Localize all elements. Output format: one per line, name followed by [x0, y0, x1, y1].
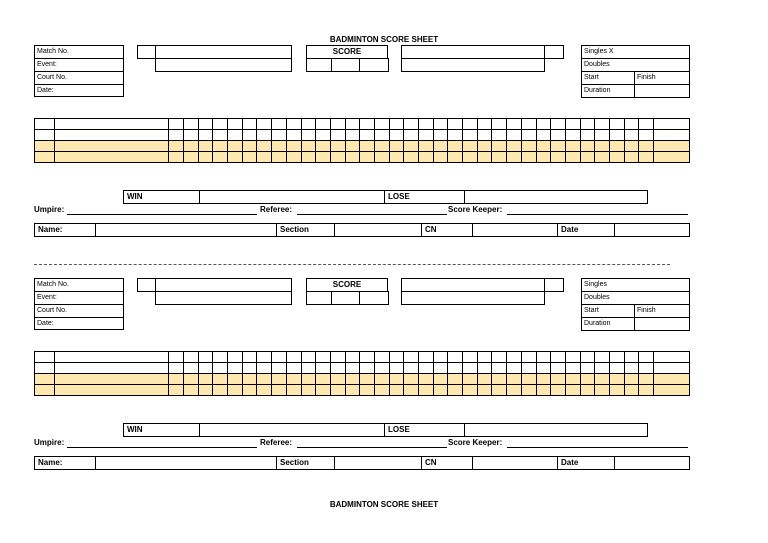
doubles-label: Doubles: [584, 294, 610, 301]
section-label-cell: [276, 223, 335, 237]
player-a-partner-box[interactable]: [155, 291, 292, 305]
start-label: Start: [584, 307, 599, 314]
match-info-label: Date:: [37, 320, 54, 327]
score-header: [306, 45, 388, 59]
score-grid-row: [35, 352, 690, 363]
lose-label-cell: [384, 423, 465, 437]
section-field[interactable]: [334, 223, 422, 237]
lose-label: LOSE: [388, 192, 410, 201]
score-sheet-1: [0, 45, 768, 245]
lose-field[interactable]: [464, 190, 648, 204]
section-field[interactable]: [334, 456, 422, 470]
player-a-name-box[interactable]: [155, 45, 292, 59]
match-info-field[interactable]: [34, 45, 124, 59]
cn-field[interactable]: [472, 456, 558, 470]
cn-label-cell: [421, 456, 473, 470]
game-score-cell[interactable]: [331, 291, 360, 305]
singles-label: Singles X: [584, 48, 614, 55]
match-info-label: Court No.: [37, 74, 67, 81]
date-label-cell: [557, 223, 615, 237]
sheet-title-bottom: BADMINTON SCORE SHEET: [329, 500, 439, 509]
player-b-name-box[interactable]: [401, 278, 545, 292]
match-info-field[interactable]: [34, 84, 124, 97]
finish-field[interactable]: [634, 71, 690, 85]
duration-label: Duration: [584, 320, 611, 327]
score-label: SCORE: [332, 47, 362, 56]
scorekeeper-line[interactable]: [507, 214, 688, 215]
section-label: Section: [280, 458, 309, 467]
match-info-field[interactable]: [34, 317, 124, 330]
finish-field[interactable]: [634, 304, 690, 318]
match-info-field[interactable]: [34, 71, 124, 85]
score-grid-row: [35, 374, 690, 385]
win-field[interactable]: [199, 423, 385, 437]
win-label: WIN: [127, 192, 143, 201]
match-info-label: Date:: [37, 87, 54, 94]
win-label: WIN: [127, 425, 143, 434]
finish-label: Finish: [637, 74, 656, 81]
name-label-cell: [34, 456, 96, 470]
score-grid-row: [35, 363, 690, 374]
score-label: SCORE: [332, 280, 362, 289]
match-info-label: Match No.: [37, 48, 69, 55]
scorekeeper-label: Score Keeper:: [448, 205, 503, 214]
game-score-cell[interactable]: [306, 58, 332, 72]
player-a-seed-box[interactable]: [137, 278, 156, 292]
name-field[interactable]: [95, 223, 277, 237]
player-a-name-box[interactable]: [155, 278, 292, 292]
duration-value-field[interactable]: [634, 84, 690, 98]
section-label-cell: [276, 456, 335, 470]
match-info-label: Event:: [37, 61, 57, 68]
match-info-field[interactable]: [34, 58, 124, 72]
match-info-label: Match No.: [37, 281, 69, 288]
doubles-field[interactable]: [581, 58, 690, 72]
singles-field[interactable]: [581, 278, 690, 292]
game-score-cell[interactable]: [331, 58, 360, 72]
lose-field[interactable]: [464, 423, 648, 437]
cut-line-divider: [34, 264, 670, 265]
name-label: Name:: [38, 225, 63, 234]
player-b-name-box[interactable]: [401, 45, 545, 59]
finish-label: Finish: [637, 307, 656, 314]
date-label: Date: [561, 458, 579, 467]
game-score-cell[interactable]: [359, 58, 389, 72]
score-sheet-2: [0, 278, 768, 478]
cn-label: CN: [425, 458, 437, 467]
doubles-field[interactable]: [581, 291, 690, 305]
player-a-partner-box[interactable]: [155, 58, 292, 72]
player-b-partner-box[interactable]: [401, 291, 545, 305]
lose-label: LOSE: [388, 425, 410, 434]
score-grid-row: [35, 385, 690, 396]
referee-line[interactable]: [297, 214, 447, 215]
player-b-partner-box[interactable]: [401, 58, 545, 72]
start-label: Start: [584, 74, 599, 81]
win-label-cell: [123, 190, 200, 204]
sheet-title-top: BADMINTON SCORE SHEET: [329, 35, 439, 44]
scorekeeper-line[interactable]: [507, 447, 688, 448]
cn-field[interactable]: [472, 223, 558, 237]
rally-score-grid[interactable]: [34, 351, 690, 396]
game-score-cell[interactable]: [359, 291, 389, 305]
duration-field[interactable]: [581, 317, 635, 331]
umpire-line[interactable]: [67, 447, 257, 448]
game-score-cell[interactable]: [306, 291, 332, 305]
lose-label-cell: [384, 190, 465, 204]
score-grid-row: [35, 119, 690, 130]
name-label: Name:: [38, 458, 63, 467]
score-header: [306, 278, 388, 292]
umpire-line[interactable]: [67, 214, 257, 215]
match-info-field[interactable]: [34, 304, 124, 318]
date-label-cell: [557, 456, 615, 470]
name-field[interactable]: [95, 456, 277, 470]
umpire-label: Umpire:: [34, 205, 65, 214]
duration-field[interactable]: [581, 84, 635, 98]
singles-label: Singles: [584, 281, 607, 288]
singles-field[interactable]: [581, 45, 690, 59]
start-field[interactable]: [581, 71, 635, 85]
start-field[interactable]: [581, 304, 635, 318]
match-info-field[interactable]: [34, 278, 124, 292]
score-grid-row: [35, 152, 690, 163]
doubles-label: Doubles: [584, 61, 610, 68]
referee-line[interactable]: [297, 447, 447, 448]
match-info-label: Event:: [37, 294, 57, 301]
section-label: Section: [280, 225, 309, 234]
rally-score-grid[interactable]: [34, 118, 690, 163]
duration-label: Duration: [584, 87, 611, 94]
score-grid-row: [35, 130, 690, 141]
cn-label-cell: [421, 223, 473, 237]
player-b-seed-box[interactable]: [544, 45, 564, 59]
date-label: Date: [561, 225, 579, 234]
player-a-seed-box[interactable]: [137, 45, 156, 59]
win-field[interactable]: [199, 190, 385, 204]
match-info-field[interactable]: [34, 291, 124, 305]
scorekeeper-label: Score Keeper:: [448, 438, 503, 447]
referee-label: Referee:: [260, 205, 293, 214]
win-label-cell: [123, 423, 200, 437]
duration-value-field[interactable]: [634, 317, 690, 331]
umpire-label: Umpire:: [34, 438, 65, 447]
player-b-seed-box[interactable]: [544, 278, 564, 292]
referee-label: Referee:: [260, 438, 293, 447]
match-info-label: Court No.: [37, 307, 67, 314]
cn-label: CN: [425, 225, 437, 234]
date-field[interactable]: [614, 223, 690, 237]
date-field[interactable]: [614, 456, 690, 470]
score-grid-row: [35, 141, 690, 152]
name-label-cell: [34, 223, 96, 237]
